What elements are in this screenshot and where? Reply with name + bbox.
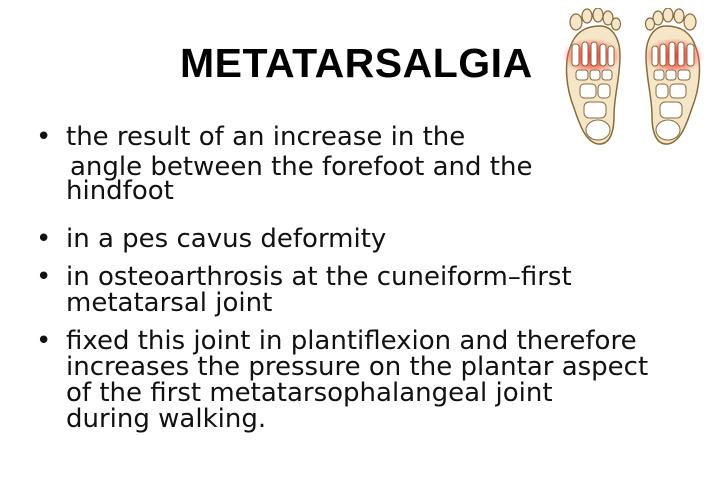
- bullet-marker: •: [36, 326, 52, 356]
- bullet-line: metatarsal joint: [66, 288, 273, 318]
- bullet-marker: •: [36, 122, 52, 152]
- bullet-line: during walking.: [66, 404, 267, 434]
- bullet-text: [66, 262, 572, 318]
- left-foot-skeleton-icon: [562, 8, 622, 144]
- bullet-line: hindfoot: [66, 176, 174, 206]
- bullet-line: increases the pressure on the plantar aspect: [66, 352, 649, 382]
- bullet-line: of the first metatarsophalangeal joint: [66, 378, 553, 408]
- bullet-line: angle between the forefoot and the: [70, 152, 533, 182]
- right-foot-skeleton-icon: [644, 8, 704, 144]
- bullet-text: [66, 326, 648, 434]
- bullet-line: the result of an increase in the: [66, 122, 466, 152]
- feet-illustration: [558, 8, 708, 150]
- bullet-line: fixed this joint in plantiflexion and therefore: [66, 326, 637, 356]
- bullet-text: [66, 122, 532, 206]
- bullet-line: in osteoarthrosis at the cuneiform–first: [66, 262, 572, 292]
- bullet-marker: •: [36, 262, 52, 292]
- bullet-marker: •: [36, 224, 52, 254]
- bullet-line: in a pes cavus deformity: [66, 224, 387, 254]
- slide-title: METATARSALGIA: [180, 40, 533, 86]
- bullet-text: [66, 224, 386, 254]
